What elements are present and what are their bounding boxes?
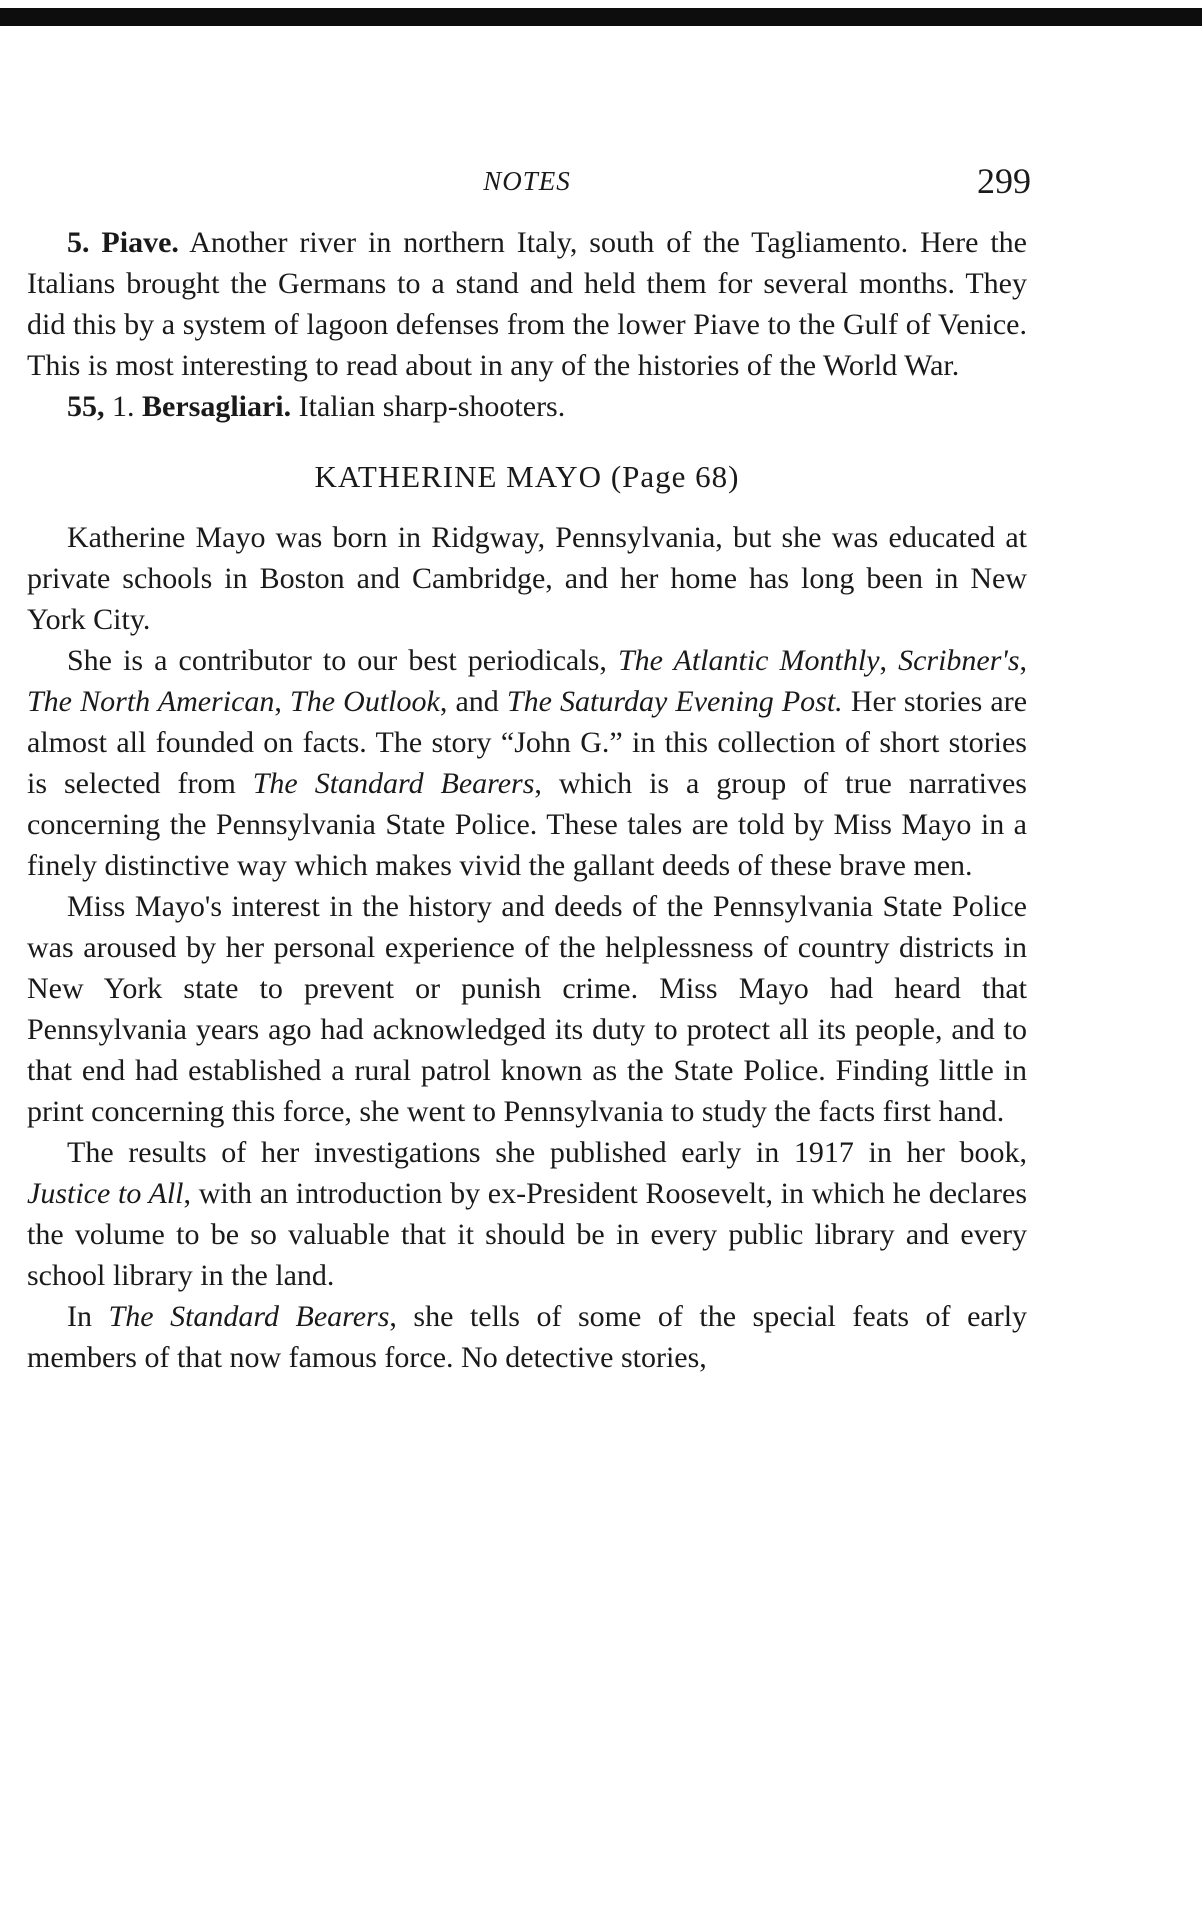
text-run: She is a contributor to our best periodicals, xyxy=(67,644,607,677)
note-page-ref: 55, xyxy=(67,390,105,423)
biography-text xyxy=(27,517,1027,1378)
paragraph-4 xyxy=(27,1132,1027,1296)
note-label: 5. Piave. xyxy=(67,226,179,259)
note-line-ref: 1. xyxy=(112,390,135,423)
notes-list xyxy=(27,222,1027,427)
page-number: 299 xyxy=(977,161,1031,201)
running-title: NOTES xyxy=(483,166,571,196)
periodical-title: The Outlook xyxy=(290,685,440,718)
text-run: The results of her investigations she published early in 1917 in her book, xyxy=(67,1136,1027,1169)
note-label: Bersagliari. xyxy=(142,390,292,423)
text-run: , xyxy=(879,644,888,677)
periodical-title: Scribner's xyxy=(898,644,1020,677)
text-run: , she tells of some of the special feats of early members of that now famous force. No detective stories, xyxy=(27,1300,1028,1374)
running-head xyxy=(27,160,1031,206)
book-title: The Standard Bearers xyxy=(108,1300,390,1333)
text-run: , xyxy=(1019,644,1028,677)
paragraph-5 xyxy=(27,1296,1027,1378)
periodical-title: The Saturday Evening Post. xyxy=(506,685,843,718)
text-run: In xyxy=(67,1300,92,1333)
text-run: Her stories are almost all founded on facts. The story “John G.” in this collection of short stories is selected from xyxy=(27,685,1028,800)
top-border-rule xyxy=(0,8,1202,26)
note-text: Another river in northern Italy, south of the Tagliamento. Here the Italians brought the Germans to a stand and held them for several months. They did this by a system of lagoon defenses from the lower Piave to the Gulf of Venice. This is most interesting to read about in any of the histories of the World War. xyxy=(27,226,1027,382)
text-run: , and xyxy=(439,685,499,718)
section-heading: KATHERINE MAYO (Page 68) xyxy=(314,459,740,494)
book-title: Justice to All xyxy=(27,1177,184,1210)
paragraph-3: Miss Mayo's interest in the history and deeds of the Pennsylvania State Police was aroused by her personal experience of the helplessness of country districts in New York state to prevent or punish crime. Miss Mayo had heard that Pennsylvania years ago had acknowledged its duty to protect all its people, and to that end had established a rural patrol known as the State Police. Finding little in print concerning this force, she went to Pennsylvania to study the facts first hand. xyxy=(27,890,1027,1128)
book-title: The Standard Bearers xyxy=(252,767,535,800)
paragraph-1: Katherine Mayo was born in Ridgway, Pennsylvania, but she was educated at private schools in Boston and Cambridge, and her home has long been in New York City. xyxy=(27,521,1027,636)
periodical-title: The North American xyxy=(27,685,275,718)
book-page xyxy=(27,160,1031,1378)
note-piave xyxy=(27,222,1027,386)
periodical-title: The Atlantic Monthly xyxy=(617,644,880,677)
text-run: , with an introduction by ex-President Roosevelt, in which he declares the volume to be so valuable that it should be in every public library and every school library in the land. xyxy=(27,1177,1027,1292)
note-text: Italian sharp-shooters. xyxy=(298,390,566,423)
text-run: , xyxy=(274,685,282,718)
text-run: , which is a group of true narratives concerning the Pennsylvania State Police. These tales are told by Miss Mayo in a finely distinctive way which makes vivid the gallant deeds of these brave men. xyxy=(27,767,1027,882)
paragraph-2 xyxy=(27,640,1027,886)
note-bersagliari xyxy=(27,386,1027,427)
